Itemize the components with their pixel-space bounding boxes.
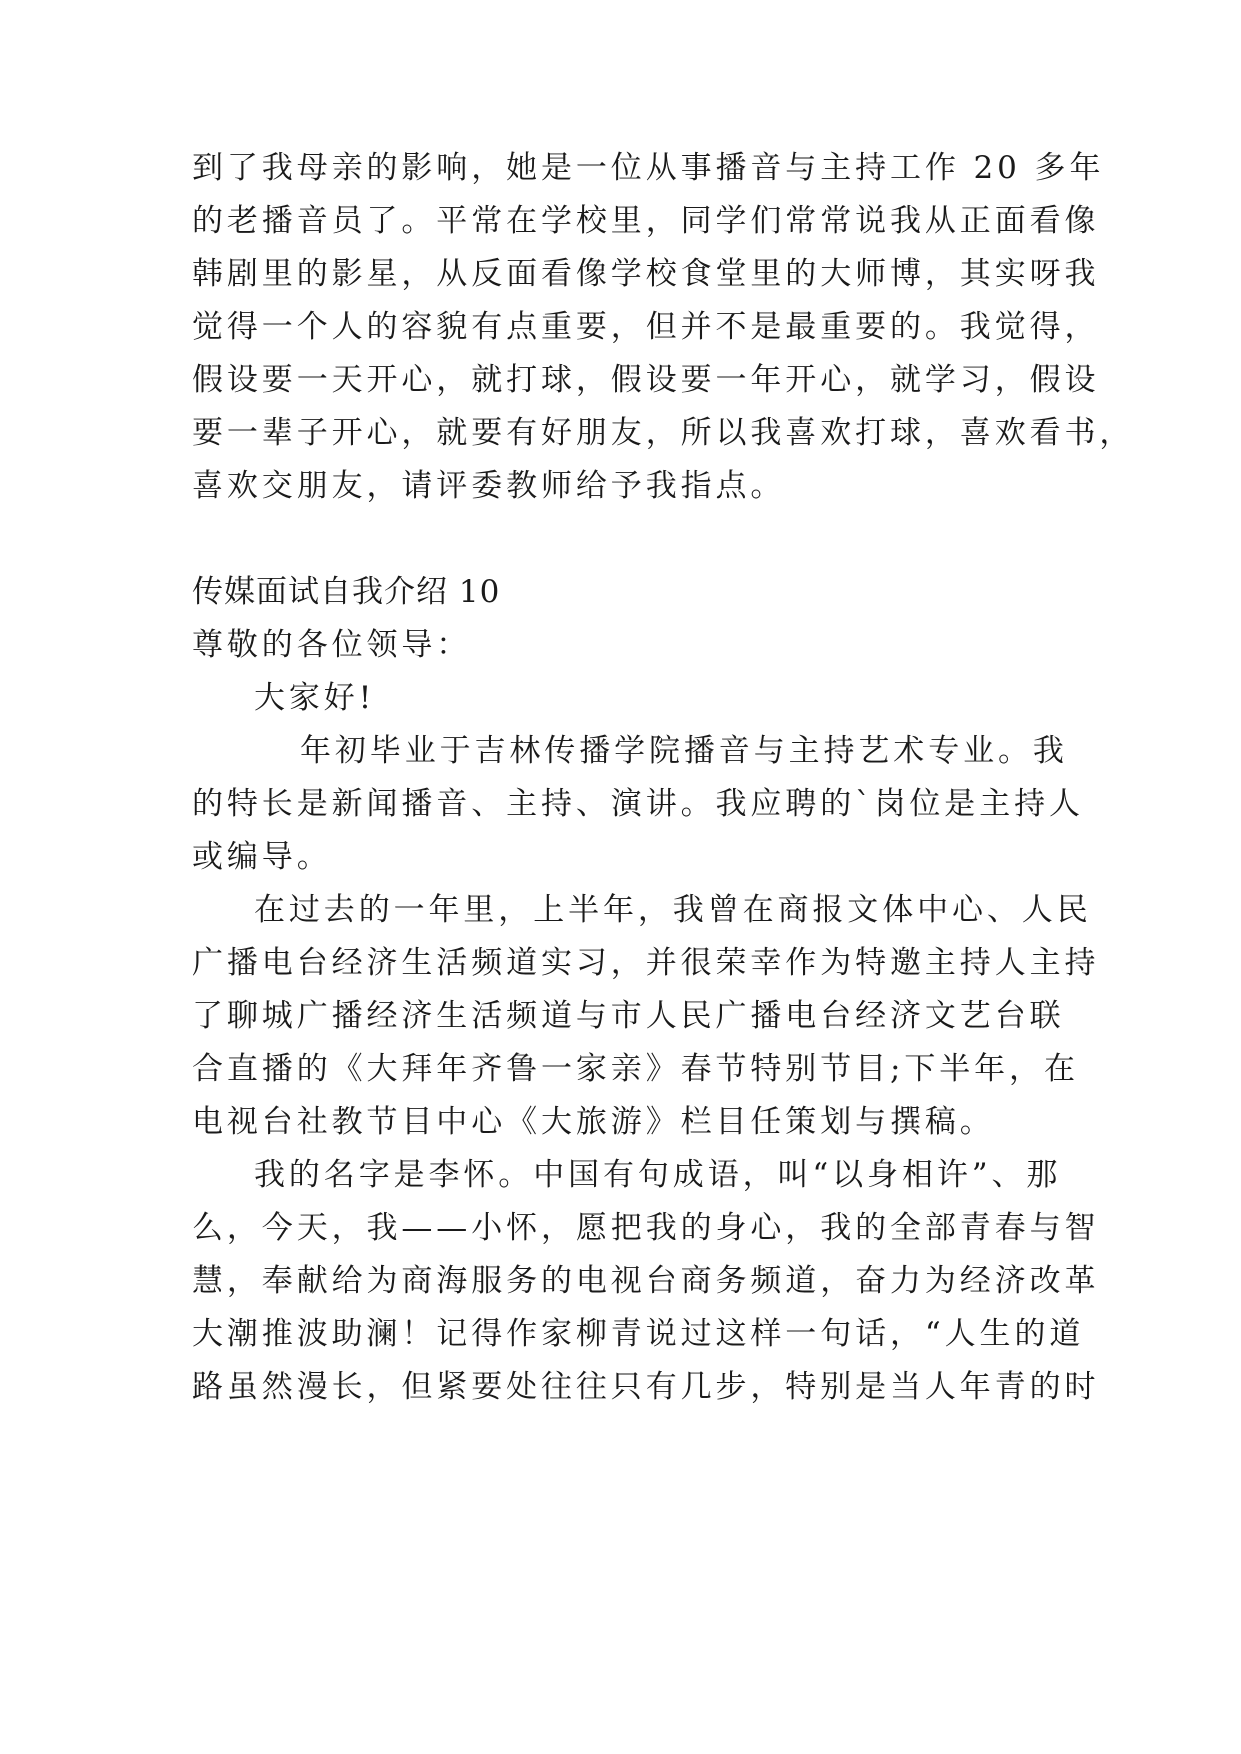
paragraph-3-line-4: 大潮推波助澜！记得作家柳青说过这样一句话，“人生的道	[192, 1316, 1085, 1352]
paragraph-2-line-3: 了聊城广播经济生活频道与市人民广播电台经济文艺台联	[192, 998, 1065, 1034]
paragraph-2-line-2: 广播电台经济生活频道实习，并很荣幸作为特邀主持人主持	[192, 945, 1100, 981]
paragraph-2-line-4: 合直播的《大拜年齐鲁一家亲》春节特别节目;下半年，在	[192, 1051, 1079, 1087]
paragraph-1-line-1: 年初毕业于吉林传播学院播音与主持艺术专业。我	[300, 733, 1068, 769]
paragraph-3-line-5: 路虽然漫长，但紧要处往往只有几步，特别是当人年青的时	[192, 1369, 1100, 1405]
top-paragraph-line-5: 假设要一天开心，就打球，假设要一年开心，就学习，假设	[192, 362, 1100, 398]
paragraph-2-line-1: 在过去的一年里，上半年，我曾在商报文体中心、人民	[254, 892, 1092, 928]
top-paragraph-line-7: 喜欢交朋友，请评委教师给予我指点。	[192, 468, 786, 504]
greeting: 大家好!	[254, 680, 376, 716]
paragraph-3-line-2: 么，今天，我——小怀，愿把我的身心，我的全部青春与智	[192, 1210, 1100, 1246]
top-paragraph-line-6: 要一辈子开心，就要有好朋友，所以我喜欢打球，喜欢看书，	[192, 415, 1135, 451]
top-paragraph-line-2: 的老播音员了。平常在学校里，同学们常常说我从正面看像	[192, 203, 1100, 239]
paragraph-2-line-5: 电视台社教节目中心《大旅游》栏目任策划与撰稿。	[192, 1104, 995, 1140]
top-paragraph-line-4: 觉得一个人的容貌有点重要，但并不是最重要的。我觉得，	[192, 309, 1100, 345]
salutation: 尊敬的各位领导：	[192, 627, 472, 663]
paragraph-1-line-2: 的特长是新闻播音、主持、演讲。我应聘的`岗位是主持人	[192, 786, 1084, 822]
paragraph-1-line-3: 或编导。	[192, 839, 332, 875]
top-paragraph-line-1: 到了我母亲的影响，她是一位从事播音与主持工作 20 多年	[192, 150, 1105, 186]
paragraph-3-line-1: 我的名字是李怀。中国有句成语，叫“以身相许”、那	[254, 1157, 1062, 1193]
paragraph-3-line-3: 慧，奉献给为商海服务的电视台商务频道，奋力为经济改革	[192, 1263, 1100, 1299]
top-paragraph-line-3: 韩剧里的影星，从反面看像学校食堂里的大师博，其实呀我	[192, 256, 1100, 292]
section-title: 传媒面试自我介绍 10	[192, 574, 501, 610]
